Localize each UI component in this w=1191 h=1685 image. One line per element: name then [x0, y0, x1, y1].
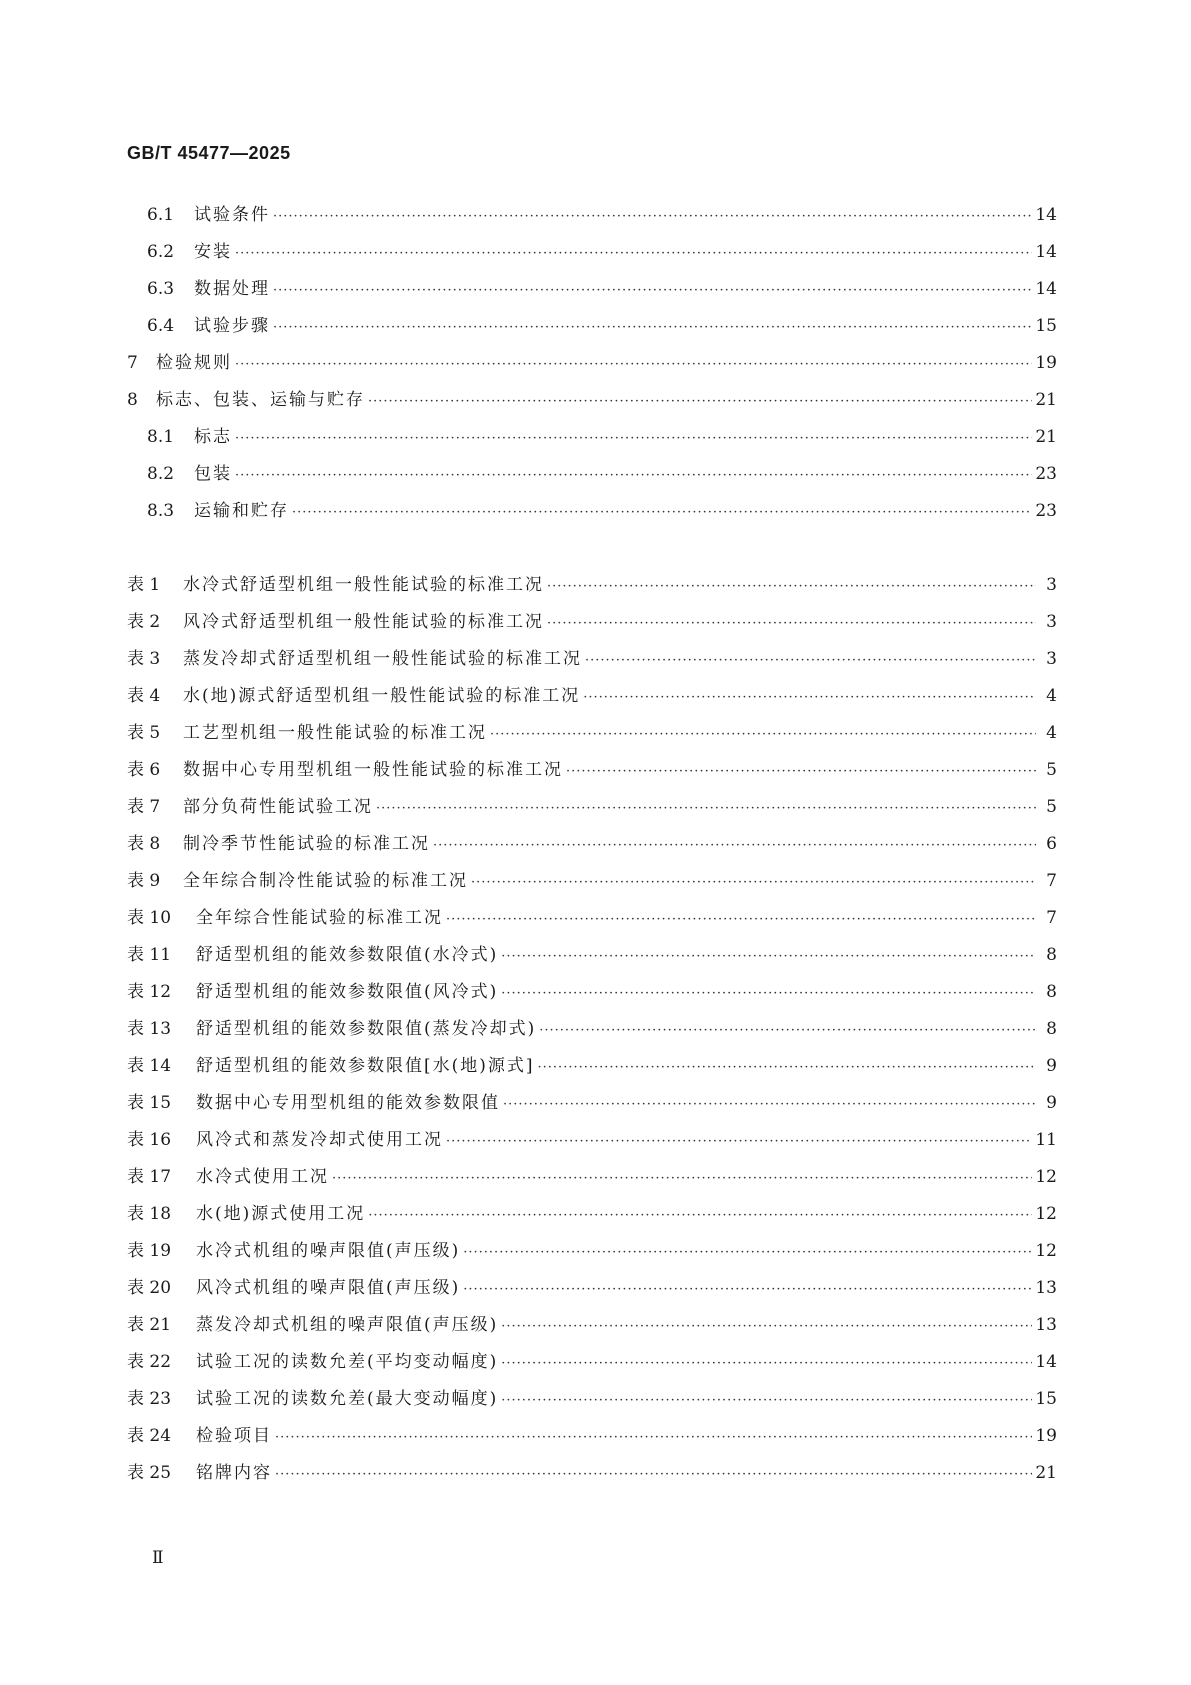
toc-entry-page: 4 — [1046, 686, 1057, 706]
toc-table-entry-17[interactable] — [127, 1159, 1057, 1196]
toc-entry-page: 9 — [1046, 1056, 1057, 1076]
dot-leader — [235, 420, 1032, 457]
toc-table-entry-10[interactable] — [127, 900, 1057, 937]
toc-entry-page: 14 — [1035, 242, 1057, 262]
dot-leader — [292, 494, 1032, 531]
document-code: GB/T 45477—2025 — [127, 143, 291, 163]
toc-entry-title: 水冷式使用工况 — [196, 1167, 329, 1187]
toc-entry-page: 14 — [1035, 1352, 1057, 1372]
toc-entry-page: 23 — [1035, 501, 1057, 521]
toc-entry-number: 表 1 — [127, 575, 161, 595]
dot-leader — [503, 1086, 1036, 1123]
toc-table-entry-22[interactable] — [127, 1344, 1057, 1381]
toc-entry-title: 检验项目 — [196, 1426, 272, 1446]
toc-table-entry-19[interactable] — [127, 1233, 1057, 1270]
toc-entry-number: 表 18 — [127, 1204, 172, 1224]
toc-entry-page: 21 — [1035, 427, 1057, 447]
toc-entry-title: 全年综合性能试验的标准工况 — [196, 908, 443, 928]
dot-leader — [332, 1160, 1032, 1197]
toc-entry-title: 试验工况的读数允差(平均变动幅度) — [196, 1352, 499, 1372]
dot-leader — [501, 1345, 1032, 1382]
toc-entry-number: 表 12 — [127, 982, 172, 1002]
toc-table-entry-11[interactable] — [127, 937, 1057, 974]
toc-entry-number: 表 7 — [127, 797, 161, 817]
toc-entry-8-2[interactable] — [127, 456, 1057, 493]
toc-entry-page: 15 — [1035, 1389, 1057, 1409]
dot-leader — [463, 1234, 1032, 1271]
toc-table-entry-1[interactable] — [127, 567, 1057, 604]
toc-table-entry-16[interactable] — [127, 1122, 1057, 1159]
toc-entry-title: 舒适型机组的能效参数限值(蒸发冷却式) — [196, 1019, 537, 1039]
toc-entry-number: 8.3 — [147, 501, 175, 521]
toc-entry-number: 表 25 — [127, 1463, 172, 1483]
dot-leader — [235, 346, 1032, 383]
toc-table-entry-4[interactable] — [127, 678, 1057, 715]
toc-entry-page: 5 — [1046, 760, 1057, 780]
toc-entry-title: 水(地)源式舒适型机组一般性能试验的标准工况 — [183, 686, 581, 706]
toc-entry-title: 舒适型机组的能效参数限值(水冷式) — [196, 945, 499, 965]
toc-entry-number: 表 24 — [127, 1426, 172, 1446]
dot-leader — [471, 864, 1036, 901]
dot-leader — [273, 309, 1032, 346]
toc-entry-title: 水冷式舒适型机组一般性能试验的标准工况 — [183, 575, 544, 595]
toc-entry-title: 风冷式和蒸发冷却式使用工况 — [196, 1130, 443, 1150]
toc-table-entry-7[interactable] — [127, 789, 1057, 826]
toc-entry-title: 舒适型机组的能效参数限值(风冷式) — [196, 982, 499, 1002]
dot-leader — [547, 605, 1036, 642]
toc-entry-number: 表 10 — [127, 908, 172, 928]
toc-entry-page: 15 — [1035, 316, 1057, 336]
toc-entry-number: 表 16 — [127, 1130, 172, 1150]
dot-leader — [566, 753, 1036, 790]
dot-leader — [446, 901, 1036, 938]
toc-entry-8-3[interactable] — [127, 493, 1057, 530]
toc-entry-6-3[interactable] — [127, 271, 1057, 308]
toc-entry-title: 数据处理 — [194, 279, 270, 299]
toc-table-entry-5[interactable] — [127, 715, 1057, 752]
toc-entry-number: 8.1 — [147, 427, 175, 447]
toc-table-entry-15[interactable] — [127, 1085, 1057, 1122]
toc-entry-6-1[interactable] — [127, 197, 1057, 234]
toc-entry-title: 铭牌内容 — [196, 1463, 272, 1483]
toc-entry-title: 试验步骤 — [194, 316, 270, 336]
toc-table-entry-3[interactable] — [127, 641, 1057, 678]
dot-leader — [376, 790, 1036, 827]
toc-entry-title: 数据中心专用型机组的能效参数限值 — [196, 1093, 500, 1113]
toc-entry-number: 6.3 — [147, 279, 175, 299]
toc-entry-number: 表 14 — [127, 1056, 172, 1076]
toc-entry-title: 工艺型机组一般性能试验的标准工况 — [183, 723, 487, 743]
toc-tables — [127, 567, 1057, 1492]
toc-entry-page: 21 — [1035, 390, 1057, 410]
dot-leader — [433, 827, 1036, 864]
toc-entry-page: 14 — [1035, 205, 1057, 225]
dot-leader — [501, 938, 1036, 975]
toc-entry-page: 6 — [1046, 834, 1057, 854]
toc-table-entry-9[interactable] — [127, 863, 1057, 900]
toc-entry-title: 数据中心专用型机组一般性能试验的标准工况 — [183, 760, 563, 780]
toc-entry-page: 21 — [1035, 1463, 1057, 1483]
toc-table-entry-18[interactable] — [127, 1196, 1057, 1233]
toc-table-entry-25[interactable] — [127, 1455, 1057, 1492]
toc-entry-number: 表 22 — [127, 1352, 172, 1372]
dot-leader — [235, 235, 1032, 272]
dot-leader — [538, 1049, 1036, 1086]
toc-entry-title: 试验工况的读数允差(最大变动幅度) — [196, 1389, 499, 1409]
toc-entry-page: 5 — [1046, 797, 1057, 817]
toc-entry-title: 检验规则 — [156, 353, 232, 373]
toc-entry-title: 运输和贮存 — [194, 501, 289, 521]
toc-entry-number: 表 13 — [127, 1019, 172, 1039]
toc-entry-page: 3 — [1046, 612, 1057, 632]
toc-entry-page: 7 — [1046, 908, 1057, 928]
toc-entry-page: 14 — [1035, 279, 1057, 299]
dot-leader — [583, 679, 1036, 716]
toc-entry-6-4[interactable] — [127, 308, 1057, 345]
toc-entry-page: 11 — [1035, 1130, 1057, 1150]
toc-table-entry-8[interactable] — [127, 826, 1057, 863]
dot-leader — [446, 1123, 1032, 1160]
toc-entry-title: 标志 — [194, 427, 232, 447]
toc-entry-page: 19 — [1035, 1426, 1057, 1446]
dot-leader — [368, 1197, 1032, 1234]
toc-entry-number: 表 19 — [127, 1241, 172, 1261]
toc-entry-page: 7 — [1046, 871, 1057, 891]
toc-entry-page: 13 — [1035, 1278, 1057, 1298]
toc-entry-number: 6.4 — [147, 316, 175, 336]
toc-entry-number: 表 2 — [127, 612, 161, 632]
dot-leader — [368, 383, 1032, 420]
toc-entry-number: 表 6 — [127, 760, 161, 780]
dot-leader — [585, 642, 1036, 679]
toc-entry-number: 表 15 — [127, 1093, 172, 1113]
toc-entry-title: 风冷式舒适型机组一般性能试验的标准工况 — [183, 612, 544, 632]
toc-entry-title: 制冷季节性能试验的标准工况 — [183, 834, 430, 854]
dot-leader — [539, 1012, 1036, 1049]
toc-table-entry-20[interactable] — [127, 1270, 1057, 1307]
toc-entry-7[interactable] — [127, 345, 1057, 382]
toc-entry-title: 蒸发冷却式机组的噪声限值(声压级) — [196, 1315, 499, 1335]
toc-entry-number: 7 — [127, 353, 138, 373]
toc-entry-page: 12 — [1035, 1204, 1057, 1224]
toc-entry-number: 表 9 — [127, 871, 161, 891]
dot-leader — [463, 1271, 1032, 1308]
toc-entry-page: 3 — [1046, 649, 1057, 669]
dot-leader — [501, 975, 1036, 1012]
toc-entry-title: 水(地)源式使用工况 — [196, 1204, 366, 1224]
toc-entry-6-2[interactable] — [127, 234, 1057, 271]
toc-entry-title: 试验条件 — [194, 205, 270, 225]
toc-entry-page: 12 — [1035, 1167, 1057, 1187]
toc-entry-page: 19 — [1035, 353, 1057, 373]
toc-sections — [127, 197, 1057, 530]
toc-table-entry-14[interactable] — [127, 1048, 1057, 1085]
toc-entry-page: 8 — [1046, 945, 1057, 965]
toc-entry-number: 表 8 — [127, 834, 161, 854]
toc-entry-number: 8 — [127, 390, 138, 410]
toc-entry-title: 安装 — [194, 242, 232, 262]
footer-page-number: Ⅱ — [152, 1548, 164, 1568]
dot-leader — [501, 1308, 1032, 1345]
toc-entry-title: 舒适型机组的能效参数限值[水(地)源式] — [196, 1056, 535, 1076]
toc-entry-page: 13 — [1035, 1315, 1057, 1335]
toc-entry-number: 表 4 — [127, 686, 161, 706]
toc-entry-page: 8 — [1046, 982, 1057, 1002]
toc-table-entry-24[interactable] — [127, 1418, 1057, 1455]
toc-entry-title: 风冷式机组的噪声限值(声压级) — [196, 1278, 461, 1298]
toc-table-entry-23[interactable] — [127, 1381, 1057, 1418]
toc-entry-title: 蒸发冷却式舒适型机组一般性能试验的标准工况 — [183, 649, 582, 669]
dot-leader — [490, 716, 1036, 753]
toc-entry-number: 6.1 — [147, 205, 175, 225]
toc-entry-number: 表 17 — [127, 1167, 172, 1187]
toc-table-entry-13[interactable] — [127, 1011, 1057, 1048]
dot-leader — [273, 272, 1032, 309]
toc-entry-page: 8 — [1046, 1019, 1057, 1039]
dot-leader — [273, 198, 1032, 235]
toc-entry-number: 表 11 — [127, 945, 172, 965]
toc-entry-number: 表 23 — [127, 1389, 172, 1409]
toc-table-entry-12[interactable] — [127, 974, 1057, 1011]
toc-entry-page: 4 — [1046, 723, 1057, 743]
toc-entry-number: 表 20 — [127, 1278, 172, 1298]
dot-leader — [275, 1419, 1032, 1456]
toc-entry-number: 表 3 — [127, 649, 161, 669]
toc-entry-page: 23 — [1035, 464, 1057, 484]
dot-leader — [275, 1456, 1032, 1493]
toc-entry-title: 包装 — [194, 464, 232, 484]
toc-entry-title: 水冷式机组的噪声限值(声压级) — [196, 1241, 461, 1261]
toc-entry-number: 8.2 — [147, 464, 175, 484]
toc-table-entry-6[interactable] — [127, 752, 1057, 789]
toc-entry-number: 6.2 — [147, 242, 175, 262]
toc-entry-number: 表 21 — [127, 1315, 172, 1335]
dot-leader — [501, 1382, 1032, 1419]
toc-entry-page: 3 — [1046, 575, 1057, 595]
toc-entry-8[interactable] — [127, 382, 1057, 419]
dot-leader — [547, 568, 1036, 605]
toc-entry-8-1[interactable] — [127, 419, 1057, 456]
toc-table-entry-21[interactable] — [127, 1307, 1057, 1344]
toc-entry-page: 12 — [1035, 1241, 1057, 1261]
dot-leader — [235, 457, 1032, 494]
toc-entry-title: 标志、包装、运输与贮存 — [156, 390, 365, 410]
toc-entry-page: 9 — [1046, 1093, 1057, 1113]
toc-table-entry-2[interactable] — [127, 604, 1057, 641]
toc-entry-title: 全年综合制冷性能试验的标准工况 — [183, 871, 468, 891]
toc-entry-number: 表 5 — [127, 723, 161, 743]
toc-entry-title: 部分负荷性能试验工况 — [183, 797, 373, 817]
